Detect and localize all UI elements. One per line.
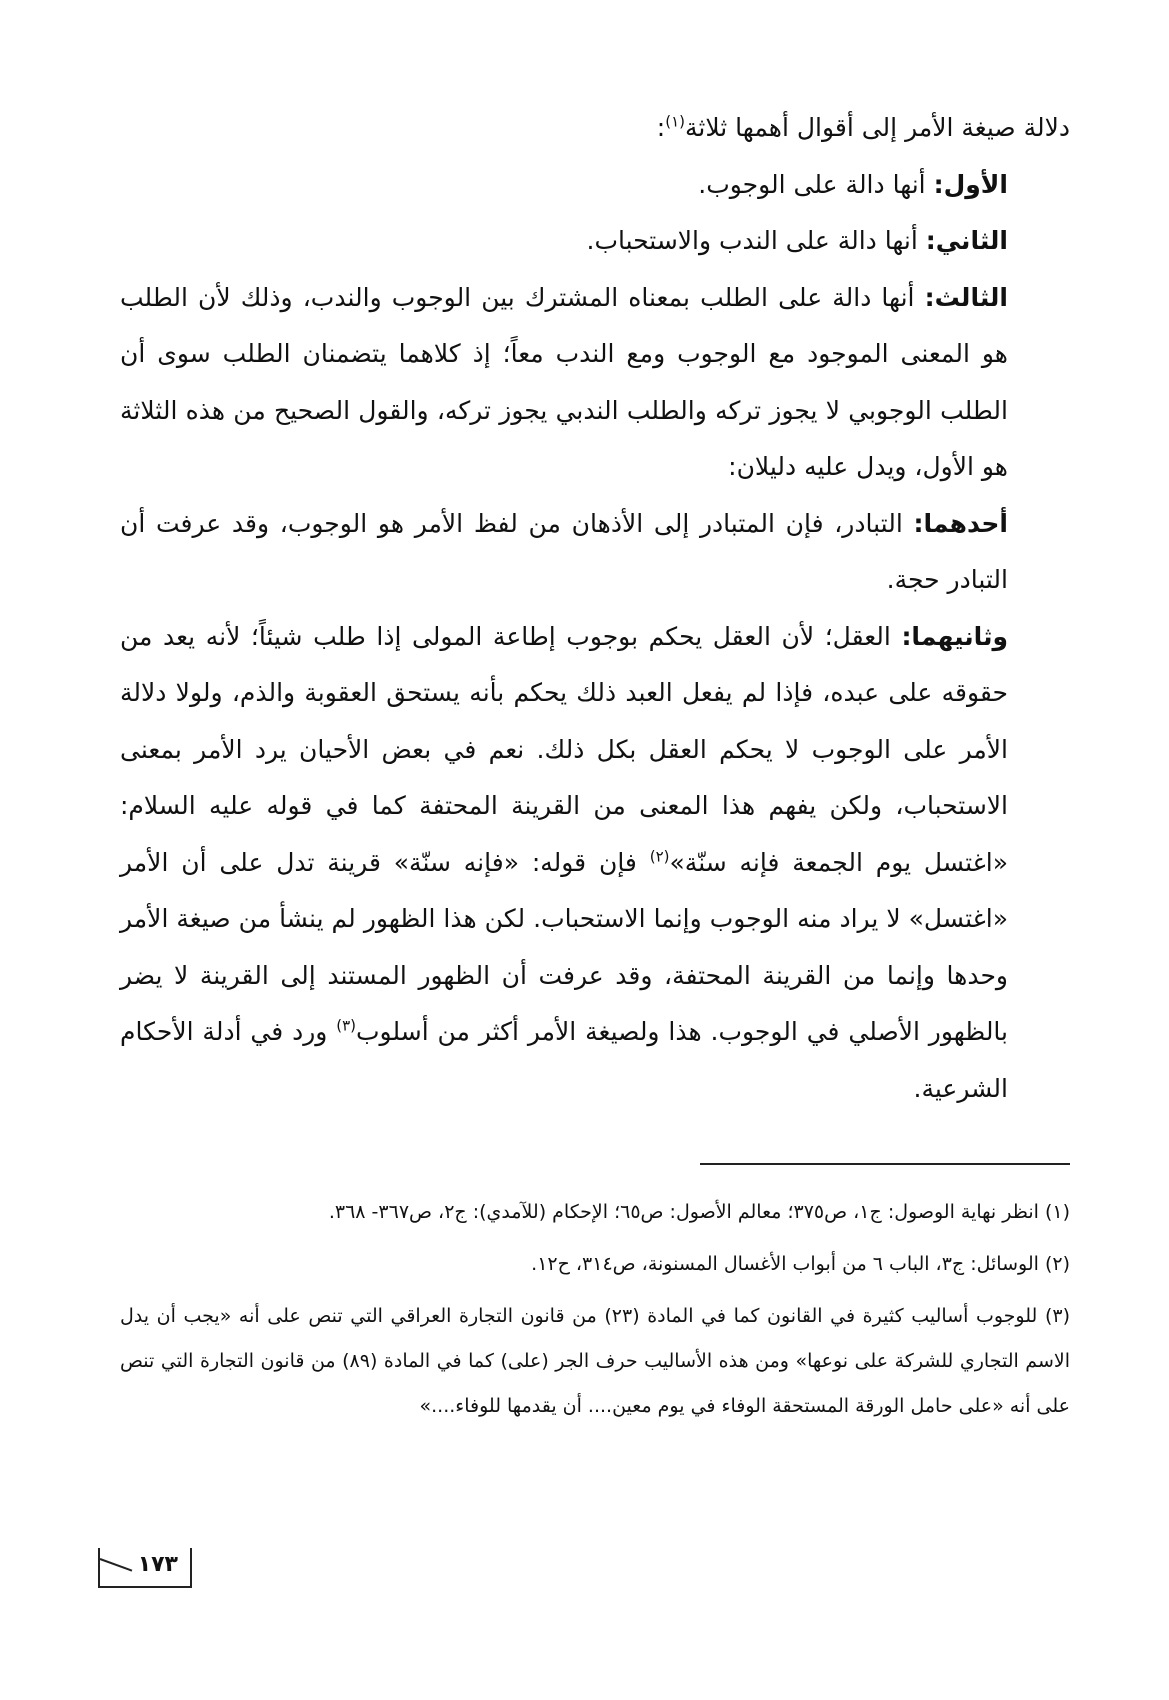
second-text: أنها دالة على الندب والاستحباب.: [586, 226, 926, 255]
first-text: أنها دالة على الوجوب.: [698, 169, 934, 199]
third-opinion: [120, 270, 1070, 496]
evidence-one: [120, 496, 1070, 609]
third-text: أنها دالة على الطلب بمعناه المشترك بين الوجوب والندب، وذلك لأن الطلب هو المعنى الموجود مع الوجوب ومع الندب معاً؛ إذ كلاهما يتضمنان الطلب سوى أن الطلب الوجوبي لا يجوز تركه والطلب الندبي يجوز تركه، والقول الصحيح من هذه الثلاثة هو الأول، ويدل عليه دليلان:: [120, 282, 1008, 481]
page: [120, 100, 1070, 1417]
footnotes: [120, 1190, 1070, 1436]
footnote-number: (٢): [1044, 1253, 1070, 1275]
evidence-one-label: أحدهما:: [913, 508, 1008, 538]
evidence-two: [120, 609, 1070, 1118]
second-label: الثاني:: [925, 226, 1008, 255]
main-text: [120, 100, 1070, 1117]
first-opinion: [120, 157, 1070, 214]
footnote-number: (٣): [1044, 1305, 1070, 1327]
evidence-two-text-a: العقل؛ لأن العقل يحكم بوجوب إطاعة المولى إذا طلب شيئاً؛ لأنه يعد من حقوقه على عبده، فإذا لم يفعل العبد ذلك يحكم بأنه يستحق العقوبة والذم، ولولا دلالة الأمر على الوجوب لا يحكم العقل بكل ذلك. نعم في بعض الأحيان يرد الأمر بمعنى الاستحباب، ولكن يفهم هذا المعنى من القرينة المحتفة كما في قوله عليه السلام: «اغتسل يوم الجمعة فإنه سنّة»: [120, 621, 1008, 877]
footnote-ref-3: (٣): [336, 1016, 357, 1035]
footnote-divider: [700, 1163, 1070, 1165]
first-label: الأول:: [933, 169, 1008, 199]
footnote-ref-2: (٢): [649, 847, 670, 866]
footnote-number: (١): [1044, 1201, 1070, 1223]
evidence-one-text: التبادر، فإن المتبادر إلى الأذهان من لفظ الأمر هو الوجوب، وقد عرفت أن التبادر حجة.: [120, 508, 1008, 594]
third-label: الثالث:: [924, 282, 1008, 312]
footnote-text: انظر نهاية الوصول: ج١، ص٣٧٥؛ معالم الأصول: ص٦٥؛ الإحكام (للآمدي): ج٢، ص٣٦٧- ٣٦٨.: [328, 1201, 1045, 1223]
footnote-1: [120, 1190, 1070, 1235]
intro-paragraph: [120, 100, 1070, 157]
page-number: ١٧٣: [137, 1552, 178, 1577]
evidence-two-label: وثانيهما:: [901, 621, 1008, 651]
footnote-ref-1: (١): [665, 112, 685, 131]
page-number-box: [98, 1548, 190, 1588]
footnote-text: الوسائل: ج٣، الباب ٦ من أبواب الأغسال المسنونة، ص٣١٤، ح١٢.: [531, 1253, 1045, 1275]
footnote-2: [120, 1242, 1070, 1287]
evidence-two-text-c: ورد في أدلة الأحكام الشرعية.: [120, 1017, 1008, 1103]
second-opinion: [120, 213, 1070, 270]
evidence-two-text-b: فإن قوله: «فإنه سنّة» قرينة تدل على أن الأمر «اغتسل» لا يراد منه الوجوب وإنما الاستحباب. لكن هذا الظهور لم ينشأ من صيغة الأمر وحدها وإنما من القرينة المحتفة، وقد عرفت أن الظهور المستند إلى القرينة لا يضر بالظهور الأصلي في الوجوب. هذا ولصيغة الأمر أكثر من أسلوب: [120, 847, 1009, 1046]
footnote-3: [120, 1294, 1070, 1429]
intro-colon: :: [656, 113, 666, 142]
footnote-text: للوجوب أساليب كثيرة في القانون كما في المادة (٢٣) من قانون التجارة العراقي التي تنص على أنه «يجب أن يدل الاسم التجاري للشركة على نوعها» ومن هذه الأساليب حرف الجر (على) كما في المادة (٨٩) من قانون التجارة التي تنص على أنه «على حامل الورقة المستحقة الوفاء في يوم معين.... أن يقدمها للوفاء....»: [120, 1305, 1070, 1417]
intro-text: دلالة صيغة الأمر إلى أقوال أهمها ثلاثة: [685, 113, 1070, 142]
